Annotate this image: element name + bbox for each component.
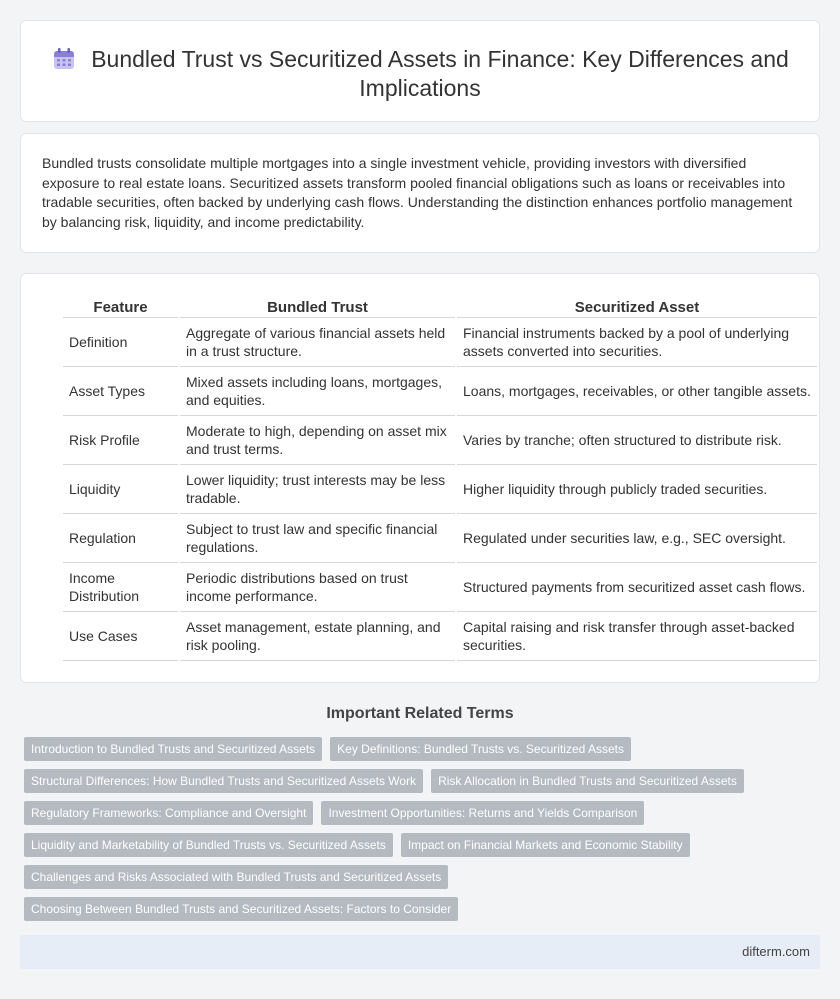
footer-bar [20, 935, 820, 969]
header-bundled-trust: Bundled Trust [180, 296, 455, 318]
feature-cell: Income Distribution [63, 563, 178, 612]
bundled-trust-cell: Lower liquidity; trust interests may be less tradable. [180, 465, 455, 514]
header-securitized-asset: Securitized Asset [457, 296, 817, 318]
intro-paragraph: Bundled trusts consolidate multiple mortgages into a single investment vehicle, providing investors with diversified exposure to real estate loans. Securitized assets transform pooled financial obligations such as loans or receivables into tradable securities, often backed by underlying cash flows. Understanding the distinction enhances portfolio management by balancing risk, liquidity, and income predictability. [42, 155, 793, 230]
bundled-trust-cell: Moderate to high, depending on asset mix and trust terms. [180, 416, 455, 465]
related-term-tag[interactable]: Impact on Financial Markets and Economic Stability [401, 833, 690, 857]
table-row [63, 514, 817, 563]
calendar-icon [51, 48, 77, 70]
table-row [63, 367, 817, 416]
related-term-tag[interactable]: Regulatory Frameworks: Compliance and Oversight [24, 801, 313, 825]
related-term-tag[interactable]: Key Definitions: Bundled Trusts vs. Securitized Assets [330, 737, 631, 761]
related-term-tag[interactable]: Challenges and Risks Associated with Bundled Trusts and Securitized Assets [24, 865, 448, 889]
related-term-tag[interactable]: Structural Differences: How Bundled Trusts and Securitized Assets Work [24, 769, 423, 793]
securitized-asset-cell: Loans, mortgages, receivables, or other tangible assets. [457, 367, 817, 416]
page-title-text: Bundled Trust vs Securitized Assets in Finance: Key Differences and Implications [91, 46, 789, 101]
related-term-tag[interactable]: Introduction to Bundled Trusts and Securitized Assets [24, 737, 322, 761]
table-header-row [63, 296, 817, 318]
related-term-tag[interactable]: Investment Opportunities: Returns and Yields Comparison [321, 801, 644, 825]
bundled-trust-cell: Subject to trust law and specific financial regulations. [180, 514, 455, 563]
securitized-asset-cell: Capital raising and risk transfer through asset-backed securities. [457, 612, 817, 661]
related-terms-list [24, 737, 804, 929]
bundled-trust-cell: Aggregate of various financial assets held in a trust structure. [180, 318, 455, 367]
intro-card [20, 133, 820, 253]
footer-site-link[interactable]: difterm.com [742, 944, 810, 959]
table-row [63, 416, 817, 465]
related-terms-heading: Important Related Terms [326, 705, 514, 722]
feature-cell: Definition [63, 318, 178, 367]
bundled-trust-cell: Asset management, estate planning, and risk pooling. [180, 612, 455, 661]
feature-cell: Risk Profile [63, 416, 178, 465]
comparison-card [20, 273, 820, 683]
securitized-asset-cell: Varies by tranche; often structured to distribute risk. [457, 416, 817, 465]
table-row [63, 612, 817, 661]
bundled-trust-cell: Mixed assets including loans, mortgages, and equities. [180, 367, 455, 416]
feature-cell: Use Cases [63, 612, 178, 661]
title-card [20, 20, 820, 122]
comparison-table [61, 296, 819, 661]
related-term-tag[interactable]: Liquidity and Marketability of Bundled Trusts vs. Securitized Assets [24, 833, 393, 857]
related-term-tag[interactable]: Choosing Between Bundled Trusts and Securitized Assets: Factors to Consider [24, 897, 458, 921]
table-row [63, 465, 817, 514]
table-row [63, 563, 817, 612]
page-title [51, 45, 789, 103]
feature-cell: Liquidity [63, 465, 178, 514]
securitized-asset-cell: Higher liquidity through publicly traded securities. [457, 465, 817, 514]
table-row [63, 318, 817, 367]
header-feature: Feature [63, 296, 178, 318]
feature-cell: Regulation [63, 514, 178, 563]
title-wrap [21, 45, 819, 103]
bundled-trust-cell: Periodic distributions based on trust income performance. [180, 563, 455, 612]
related-term-tag[interactable]: Risk Allocation in Bundled Trusts and Securitized Assets [431, 769, 744, 793]
securitized-asset-cell: Structured payments from securitized asset cash flows. [457, 563, 817, 612]
securitized-asset-cell: Regulated under securities law, e.g., SEC oversight. [457, 514, 817, 563]
feature-cell: Asset Types [63, 367, 178, 416]
securitized-asset-cell: Financial instruments backed by a pool of underlying assets converted into securities. [457, 318, 817, 367]
